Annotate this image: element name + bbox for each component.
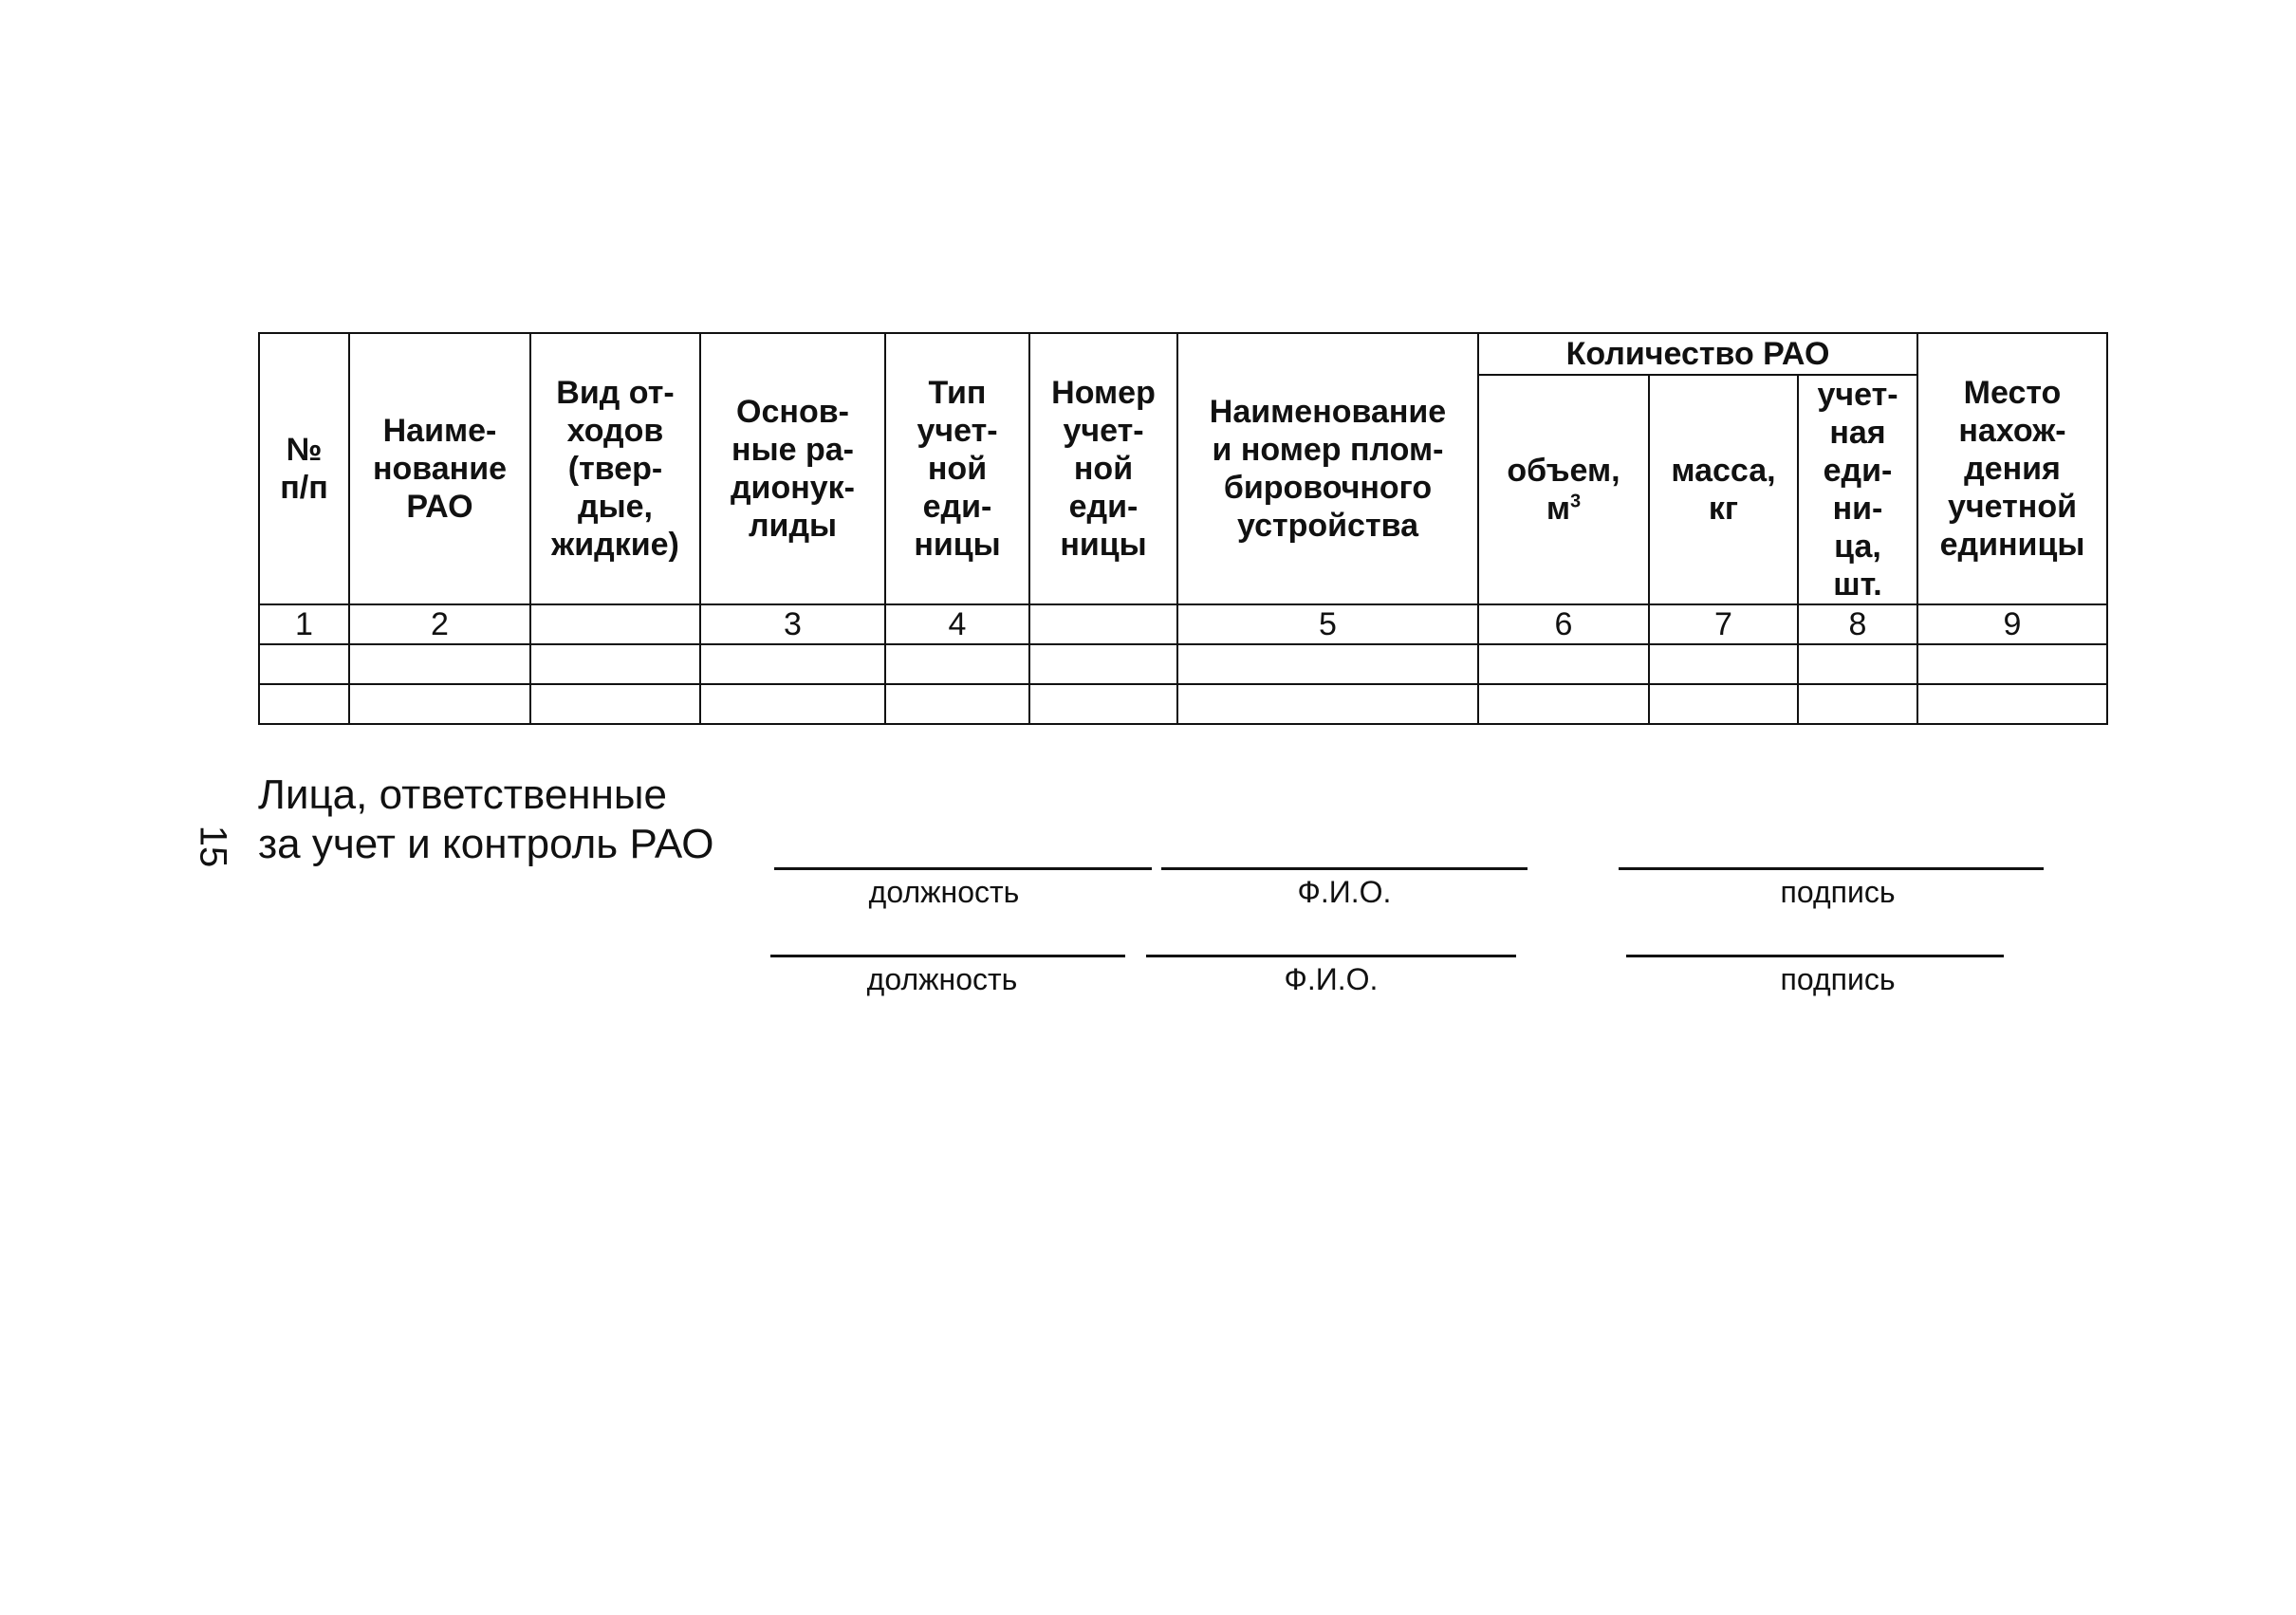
table-cell[interactable] xyxy=(530,684,700,724)
column-number xyxy=(1029,604,1177,644)
fio-line-2[interactable] xyxy=(1146,955,1516,957)
header-count: учет- ная еди- ни- ца, шт. xyxy=(1798,375,1917,604)
column-number: 7 xyxy=(1649,604,1798,644)
header-rao-name: Наиме- нование РАО xyxy=(349,333,530,604)
column-number: 3 xyxy=(700,604,885,644)
signature-line-1[interactable] xyxy=(1619,867,2044,870)
table-cell[interactable] xyxy=(1798,644,1917,684)
column-number: 5 xyxy=(1177,604,1478,644)
column-number xyxy=(530,604,700,644)
table-cell[interactable] xyxy=(885,684,1029,724)
signature-caption: подпись xyxy=(1780,875,1896,909)
signature-caption: подпись xyxy=(1780,962,1896,996)
fio-caption: Ф.И.О. xyxy=(1297,875,1392,909)
table-cell[interactable] xyxy=(1649,684,1798,724)
table-cell[interactable] xyxy=(1177,644,1478,684)
header-volume-superscript: 3 xyxy=(1570,491,1582,512)
table-row xyxy=(259,644,2107,684)
signature-line-2[interactable] xyxy=(1626,955,2004,957)
header-mass: масса, кг xyxy=(1649,375,1798,604)
table-row xyxy=(259,684,2107,724)
fio-caption: Ф.И.О. xyxy=(1284,962,1379,996)
header-radionuclides: Основ- ные ра- дионук- лиды xyxy=(700,333,885,604)
fio-line-1[interactable] xyxy=(1161,867,1528,870)
column-number: 4 xyxy=(885,604,1029,644)
position-line-2[interactable] xyxy=(770,955,1125,957)
table-cell[interactable] xyxy=(700,644,885,684)
table-cell[interactable] xyxy=(1917,644,2107,684)
column-number-row xyxy=(259,604,2107,644)
position-line-1[interactable] xyxy=(774,867,1152,870)
column-number: 8 xyxy=(1798,604,1917,644)
table-cell[interactable] xyxy=(259,684,349,724)
table-cell[interactable] xyxy=(530,644,700,684)
table-cell[interactable] xyxy=(700,684,885,724)
table-cell[interactable] xyxy=(1029,684,1177,724)
table-cell[interactable] xyxy=(1917,684,2107,724)
header-volume-text: объем, м xyxy=(1507,453,1620,527)
table-cell[interactable] xyxy=(1798,684,1917,724)
column-number: 6 xyxy=(1478,604,1649,644)
table-cell[interactable] xyxy=(1177,684,1478,724)
table-cell[interactable] xyxy=(1478,644,1649,684)
position-caption: должность xyxy=(866,962,1018,996)
page-number: 15 xyxy=(192,825,234,868)
table-cell[interactable] xyxy=(1649,644,1798,684)
responsible-persons-label: Лица, ответственные за учет и контроль РАО xyxy=(258,771,714,867)
table-cell[interactable] xyxy=(349,644,530,684)
header-unit-number: Номер учет- ной еди- ницы xyxy=(1029,333,1177,604)
header-unit-type: Тип учет- ной еди- ницы xyxy=(885,333,1029,604)
header-seal-device: Наименование и номер плом- бировочного устройства xyxy=(1177,333,1478,604)
table-cell[interactable] xyxy=(259,644,349,684)
table-cell[interactable] xyxy=(349,684,530,724)
column-number: 2 xyxy=(349,604,530,644)
header-volume xyxy=(1478,375,1649,604)
table-cell[interactable] xyxy=(1478,684,1649,724)
header-quantity-group: Количество РАО xyxy=(1478,333,1917,375)
column-number: 9 xyxy=(1917,604,2107,644)
table-cell[interactable] xyxy=(1029,644,1177,684)
header-waste-type: Вид от- ходов (твер- дые, жидкие) xyxy=(530,333,700,604)
header-location: Место нахож- дения учетной единицы xyxy=(1917,333,2107,604)
rao-accounting-table xyxy=(258,332,2108,725)
position-caption: должность xyxy=(868,875,1020,909)
table-cell[interactable] xyxy=(885,644,1029,684)
column-number: 1 xyxy=(259,604,349,644)
header-no: № п/п xyxy=(259,333,349,604)
